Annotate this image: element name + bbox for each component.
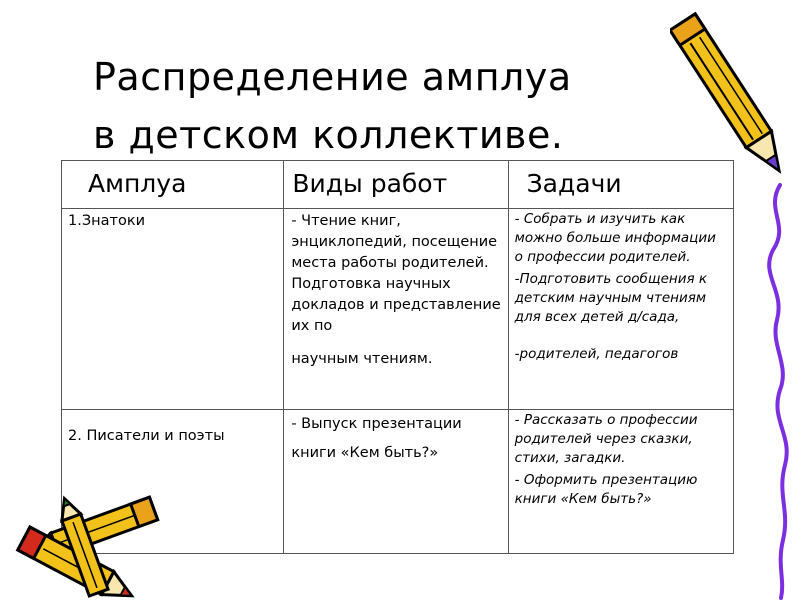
task-item: - Рассказать о профессии родителей через сказки, стихи, загадки. [514, 412, 698, 466]
pencils-bottom-left-icon [0, 475, 170, 600]
slide-title [93, 48, 572, 164]
header-role: Амплуа [62, 161, 284, 209]
cell-works [284, 209, 508, 410]
pencil-top-right-icon [670, 0, 800, 200]
works-text: - Выпуск презентации [291, 416, 462, 432]
title-line-1: Распределение амплуа [93, 55, 572, 99]
header-works: Виды работ [284, 161, 508, 209]
squiggle-line-icon [755, 180, 800, 600]
works-text: - Чтение книг, энциклопедий, посещение места работы родителей. Подготовка научных докладов и представление их по [291, 213, 501, 334]
task-item: - Оформить презентацию книги «Кем быть?» [514, 472, 698, 507]
table-header-row [62, 161, 734, 209]
works-text: книги «Кем быть?» [291, 445, 439, 461]
task-item: -родителей, педагогов [514, 346, 679, 362]
cell-works [284, 410, 508, 554]
task-item: -Подготовить сообщения к детским научным чтениям для всех детей д/сада, [514, 271, 708, 325]
cell-role: 2. Писатели и поэты [62, 410, 284, 554]
header-tasks: Задачи [508, 161, 733, 209]
task-item: - Собрать и изучить как можно больше информации о профессии родителей. [514, 211, 716, 265]
cell-role: 1.Знатоки [62, 209, 284, 410]
title-line-2: в детском коллективе. [93, 113, 564, 157]
cell-tasks [508, 209, 733, 410]
table-row [62, 209, 734, 410]
works-text: научным чтениям. [291, 351, 433, 367]
cell-tasks [508, 410, 733, 554]
